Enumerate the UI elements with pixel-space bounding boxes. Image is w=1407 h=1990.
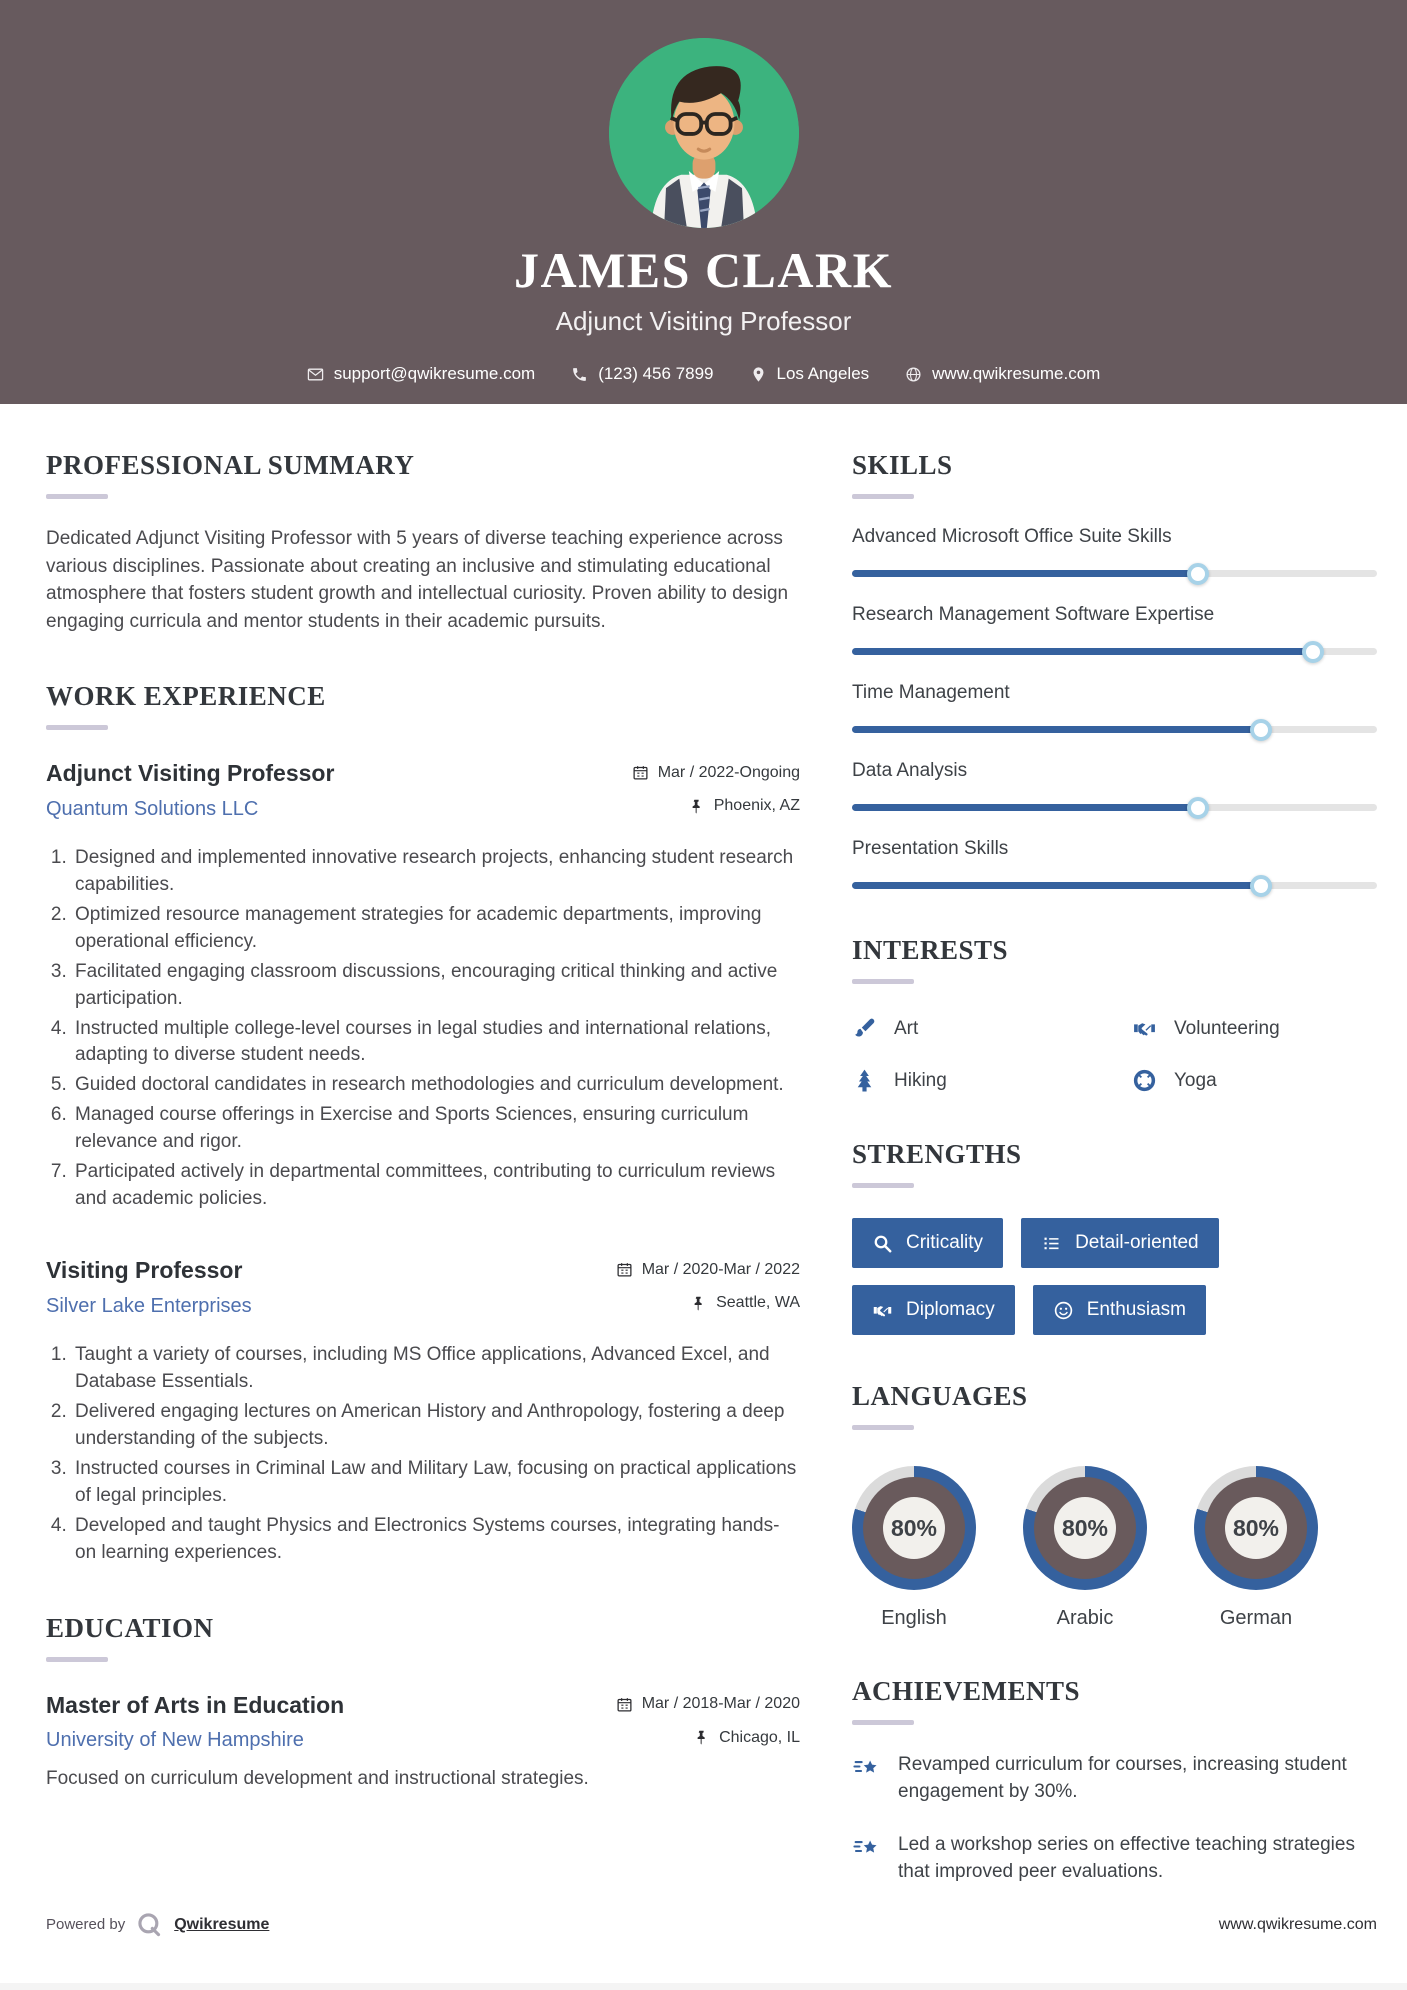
section-heading: SKILLS — [852, 450, 1377, 499]
section-heading: STRENGTHS — [852, 1139, 1377, 1188]
job-location: Seattle, WA — [690, 1294, 800, 1312]
interest-label: Hiking — [894, 1069, 947, 1091]
strength-label: Diplomacy — [906, 1299, 995, 1320]
section-languages — [852, 1381, 1377, 1630]
achievement-item — [852, 1832, 1377, 1885]
company-link[interactable]: Quantum Solutions LLC — [46, 797, 259, 820]
right-column — [852, 450, 1377, 1885]
job-bullet: 7. Participated actively in departmental committees, contributing to curriculum reviews and academic policies. — [72, 1159, 800, 1213]
skill-item — [852, 682, 1377, 733]
section-heading: ACHIEVEMENTS — [852, 1676, 1377, 1725]
contact-text: (123) 456 7899 — [598, 364, 714, 383]
job-dates: Mar / 2022-Ongoing — [632, 764, 800, 782]
strengths-list — [852, 1218, 1377, 1335]
job-bullet-list — [46, 1342, 800, 1567]
job-bullet: 6. Managed course offerings in Exercise and Sports Sciences, ensuring curriculum relevance and rigor. — [72, 1102, 800, 1156]
section-heading: EDUCATION — [46, 1613, 800, 1662]
job-bullet: 2. Optimized resource management strategies for academic departments, improving operational efficiency. — [72, 902, 800, 956]
strength-label: Enthusiasm — [1086, 1299, 1186, 1320]
calendar-icon — [616, 1261, 633, 1278]
language-name: English — [881, 1607, 947, 1629]
strength-chip[interactable] — [852, 1218, 1003, 1268]
language-item — [1194, 1466, 1318, 1630]
language-name: Arabic — [1056, 1607, 1114, 1629]
skill-bar-track — [852, 648, 1377, 655]
achievement-text: Led a workshop series on effective teaching strategies that improved peer evaluations. — [898, 1834, 1355, 1882]
profile-photo — [609, 38, 799, 228]
language-donut-chart — [1194, 1466, 1318, 1590]
language-item — [852, 1466, 976, 1630]
section-interests — [852, 935, 1377, 1093]
skill-item — [852, 526, 1377, 577]
job-bullet: 1. Taught a variety of courses, including MS Office applications, Advanced Excel, and Database Essentials. — [72, 1342, 800, 1396]
footer-website: www.qwikresume.com — [1218, 1915, 1377, 1933]
interest-label: Yoga — [1174, 1069, 1217, 1091]
envelope-icon — [307, 366, 324, 383]
section-heading: LANGUAGES — [852, 1381, 1377, 1430]
interest-label: Volunteering — [1174, 1017, 1280, 1039]
calendar-icon — [616, 1696, 633, 1713]
powered-by: Powered by Qwikresume — [46, 1911, 269, 1938]
skill-item — [852, 604, 1377, 655]
strength-label: Detail-oriented — [1075, 1232, 1199, 1253]
language-donut-chart — [852, 1466, 976, 1590]
language-percent: 80% — [1225, 1497, 1287, 1559]
section-education — [46, 1613, 800, 1791]
summary-text: Dedicated Adjunct Visiting Professor with 5 years of diverse teaching experience across various disciplines. Passionate about creating an inclusive and stimulating educational atmosphere that fosters student growth and intellectual curiosity. Proven ability to design engaging curricula and mentor students in their academic pursuits. — [46, 528, 789, 632]
interest-item — [1132, 1016, 1377, 1041]
skill-bar-track — [852, 804, 1377, 811]
job-dates: Mar / 2020-Mar / 2022 — [616, 1261, 800, 1279]
job-bullet: 4. Instructed multiple college-level courses in legal studies and international relations, adapting to diverse student needs. — [72, 1016, 800, 1070]
strength-chip[interactable] — [852, 1285, 1015, 1335]
skill-bar-track — [852, 882, 1377, 889]
skill-label: Time Management — [852, 682, 1010, 703]
achievement-text: Revamped curriculum for courses, increasing student engagement by 30%. — [898, 1754, 1347, 1802]
interest-item — [852, 1068, 1132, 1093]
pushpin-icon — [690, 1295, 707, 1312]
brand-link[interactable]: Qwikresume — [174, 1915, 270, 1933]
section-work-experience — [46, 681, 800, 1566]
skill-slider-handle[interactable] — [1187, 563, 1209, 585]
job-title: Visiting Professor — [46, 1257, 243, 1284]
contact-item[interactable] — [750, 364, 870, 384]
job-bullet: 5. Guided doctoral candidates in research methodologies and curriculum development. — [72, 1072, 800, 1099]
language-item — [1023, 1466, 1147, 1630]
skill-label: Data Analysis — [852, 760, 968, 781]
language-percent: 80% — [883, 1497, 945, 1559]
interest-label: Art — [894, 1017, 919, 1039]
languages-row — [852, 1466, 1377, 1630]
contact-row — [0, 364, 1407, 384]
skill-label: Advanced Microsoft Office Suite Skills — [852, 526, 1172, 547]
education-dates: Mar / 2018-Mar / 2020 — [616, 1695, 800, 1713]
achievement-item — [852, 1752, 1377, 1805]
skill-label: Presentation Skills — [852, 838, 1009, 859]
footer — [0, 1911, 1407, 1990]
skill-item — [852, 838, 1377, 889]
interest-item — [852, 1016, 1132, 1041]
interests-grid — [852, 1016, 1377, 1093]
education-entry — [46, 1692, 800, 1791]
job-bullet: 1. Designed and implemented innovative research projects, enhancing student research capabilities. — [72, 845, 800, 899]
person-job-title: Adjunct Visiting Professor — [555, 306, 852, 336]
strength-label: Criticality — [906, 1232, 984, 1253]
section-heading: WORK EXPERIENCE — [46, 681, 800, 730]
job-title: Adjunct Visiting Professor — [46, 760, 335, 787]
section-professional-summary — [46, 450, 800, 635]
job-entry — [46, 760, 800, 1213]
contact-item[interactable] — [307, 364, 536, 384]
skill-label: Research Management Software Expertise — [852, 604, 1215, 625]
language-percent: 80% — [1054, 1497, 1116, 1559]
smiley-icon — [1053, 1300, 1074, 1321]
main-content — [0, 404, 1407, 1911]
globe-icon — [905, 366, 922, 383]
person-name: JAMES CLARK — [513, 242, 894, 298]
contact-text: www.qwikresume.com — [932, 364, 1101, 383]
job-bullet: 3. Facilitated engaging classroom discussions, encouraging critical thinking and active participation. — [72, 959, 800, 1013]
skill-item — [852, 760, 1377, 811]
search-icon — [872, 1233, 893, 1254]
interest-item — [1132, 1068, 1377, 1093]
achievements-list — [852, 1752, 1377, 1885]
job-bullet: 4. Developed and taught Physics and Electronics Systems courses, integrating hands-on learning experiences. — [72, 1513, 800, 1567]
pushpin-icon — [693, 1729, 710, 1746]
section-strengths — [852, 1139, 1377, 1335]
education-note: Focused on curriculum development and instructional strategies. — [46, 1768, 589, 1790]
section-achievements — [852, 1676, 1377, 1885]
company-link[interactable]: Silver Lake Enterprises — [46, 1294, 252, 1317]
skill-slider-handle[interactable] — [1187, 797, 1209, 819]
paintbrush-icon — [852, 1016, 877, 1041]
shooting-star-icon — [852, 1753, 881, 1782]
education-location: Chicago, IL — [693, 1729, 800, 1747]
pine-tree-icon — [852, 1068, 877, 1093]
location-pin-icon — [750, 366, 767, 383]
contact-text: support@qwikresume.com — [333, 364, 536, 383]
skill-bar-fill — [852, 804, 1199, 811]
skill-slider-handle[interactable] — [1250, 875, 1272, 897]
contact-text: Los Angeles — [776, 364, 870, 383]
section-heading: INTERESTS — [852, 935, 1377, 984]
job-entry — [46, 1257, 800, 1566]
skill-bar-fill — [852, 570, 1199, 577]
handshake-icon — [872, 1300, 893, 1321]
contact-item[interactable] — [905, 364, 1100, 384]
skill-bar-fill — [852, 648, 1314, 655]
strength-chip[interactable] — [1021, 1218, 1219, 1268]
calendar-icon — [632, 764, 649, 781]
language-name: German — [1219, 1607, 1293, 1629]
skill-bar-track — [852, 570, 1377, 577]
life-ring-icon — [1132, 1068, 1157, 1093]
job-location: Phoenix, AZ — [688, 797, 800, 815]
skill-bar-fill — [852, 882, 1262, 889]
skill-bar-track — [852, 726, 1377, 733]
shooting-star-icon — [852, 1833, 881, 1862]
header — [0, 0, 1407, 404]
phone-icon — [571, 366, 588, 383]
job-bullet: 2. Delivered engaging lectures on American History and Anthropology, fostering a deep understanding of the subjects. — [72, 1399, 800, 1453]
handshake-icon — [1132, 1016, 1157, 1041]
section-skills — [852, 450, 1377, 889]
skill-slider-handle[interactable] — [1302, 641, 1324, 663]
degree-title: Master of Arts in Education — [46, 1691, 345, 1718]
language-donut-chart — [1023, 1466, 1147, 1590]
job-bullet: 3. Instructed courses in Criminal Law and Military Law, focusing on practical applications of legal principles. — [72, 1456, 800, 1510]
school-link[interactable]: University of New Hampshire — [46, 1729, 304, 1752]
list-icon — [1041, 1233, 1062, 1254]
pushpin-icon — [688, 798, 705, 815]
qwikresume-logo-icon — [136, 1911, 163, 1938]
section-heading: PROFESSIONAL SUMMARY — [46, 450, 800, 499]
left-column — [46, 450, 800, 1809]
contact-item[interactable] — [571, 364, 713, 384]
skill-slider-handle[interactable] — [1250, 719, 1272, 741]
job-bullet-list — [46, 845, 800, 1214]
skill-bar-fill — [852, 726, 1262, 733]
strength-chip[interactable] — [1033, 1285, 1206, 1335]
